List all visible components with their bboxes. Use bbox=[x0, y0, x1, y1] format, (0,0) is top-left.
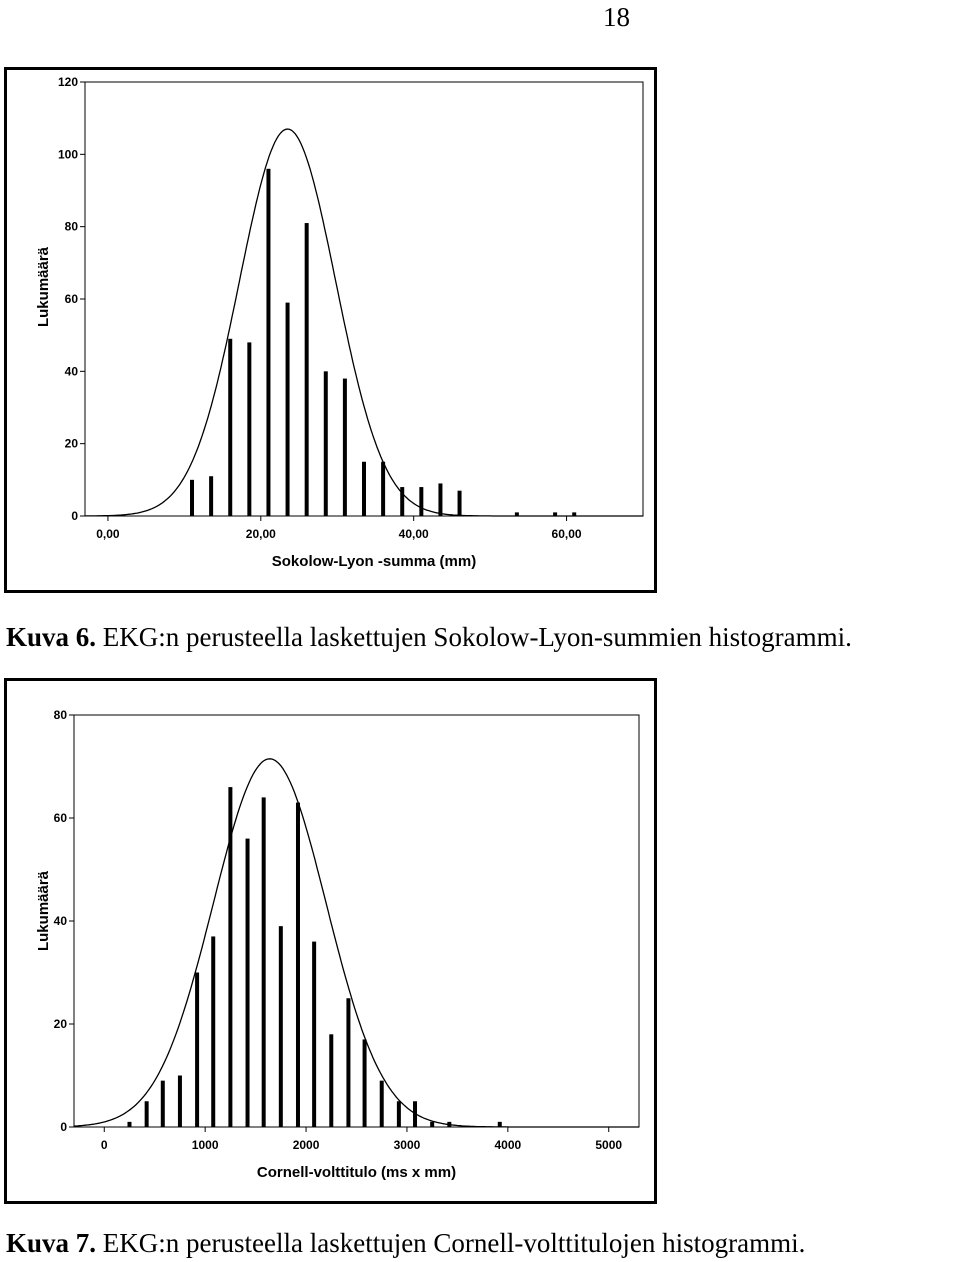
histogram-bar bbox=[279, 926, 283, 1127]
figure-caption-sokolow-lyon bbox=[6, 622, 852, 653]
figure-frame-cornell bbox=[4, 678, 657, 1204]
histogram-bar bbox=[178, 1076, 182, 1128]
histogram-bar bbox=[438, 483, 442, 516]
histogram-bar bbox=[430, 1122, 434, 1127]
y-axis-title: Lukumäärä bbox=[35, 870, 52, 952]
histogram-bar bbox=[381, 462, 385, 516]
histogram-bar bbox=[346, 998, 350, 1127]
y-tick-label: 20 bbox=[64, 436, 78, 451]
figure-caption-cornell bbox=[6, 1228, 805, 1259]
plot-area bbox=[85, 82, 643, 516]
caption-text: EKG:n perusteella laskettujen Cornell-volttitulojen histogrammi. bbox=[96, 1228, 806, 1258]
x-tick-label: 0,00 bbox=[96, 527, 120, 541]
y-tick-label: 60 bbox=[53, 811, 67, 825]
histogram-bar bbox=[380, 1081, 384, 1127]
y-tick-label: 20 bbox=[53, 1017, 67, 1031]
histogram-bar bbox=[362, 462, 366, 516]
histogram-bar bbox=[262, 797, 266, 1127]
histogram-cornell bbox=[7, 681, 654, 1201]
histogram-bar bbox=[246, 839, 250, 1127]
histogram-bar bbox=[363, 1039, 367, 1127]
caption-label: Kuva 7. bbox=[6, 1228, 97, 1258]
caption-text: EKG:n perusteella laskettujen Sokolow-Lyon-summien histogrammi. bbox=[96, 622, 852, 652]
y-axis-title: Lukumäärä bbox=[35, 246, 52, 328]
histogram-bar bbox=[161, 1081, 165, 1127]
x-tick-label: 40,00 bbox=[398, 527, 429, 541]
histogram-bar bbox=[127, 1122, 131, 1127]
histogram-bar bbox=[266, 169, 270, 516]
x-tick-label: 4000 bbox=[494, 1138, 522, 1152]
y-tick-label: 80 bbox=[53, 708, 67, 722]
histogram-bar bbox=[195, 973, 199, 1128]
caption-label: Kuva 6. bbox=[6, 622, 97, 652]
histogram-bar bbox=[329, 1034, 333, 1127]
y-tick-label: 80 bbox=[64, 219, 78, 234]
histogram-bar bbox=[247, 342, 251, 516]
plot-area bbox=[74, 715, 639, 1127]
x-axis-title: Cornell-volttitulo (ms x mm) bbox=[256, 1164, 457, 1181]
y-tick-label: 100 bbox=[57, 147, 78, 162]
x-axis-title: Sokolow-Lyon -summa (mm) bbox=[271, 553, 477, 570]
histogram-bar bbox=[190, 480, 194, 516]
histogram-bar bbox=[296, 803, 300, 1127]
y-tick-label: 120 bbox=[57, 75, 78, 89]
histogram-bar bbox=[228, 339, 232, 516]
x-tick-label: 60,00 bbox=[551, 527, 582, 541]
histogram-bar bbox=[343, 379, 347, 516]
y-tick-label: 40 bbox=[53, 914, 67, 928]
histogram-bar bbox=[286, 303, 290, 516]
page-number: 18 bbox=[603, 2, 630, 32]
histogram-bar bbox=[209, 476, 213, 516]
histogram-bar bbox=[312, 942, 316, 1127]
x-tick-label: 3000 bbox=[393, 1138, 421, 1152]
x-tick-label: 0 bbox=[100, 1138, 108, 1152]
histogram-bar bbox=[458, 491, 462, 516]
x-tick-label: 2000 bbox=[292, 1138, 320, 1152]
histogram-bar bbox=[305, 223, 309, 516]
histogram-bar bbox=[419, 487, 423, 516]
x-tick-label: 20,00 bbox=[245, 527, 276, 541]
figure-frame-sokolow-lyon bbox=[4, 67, 657, 593]
histogram-bar bbox=[397, 1101, 401, 1127]
histogram-bar bbox=[498, 1122, 502, 1127]
histogram-bar bbox=[211, 936, 215, 1127]
y-tick-label: 40 bbox=[64, 364, 78, 379]
x-tick-label: 5000 bbox=[595, 1138, 623, 1152]
x-tick-label: 1000 bbox=[191, 1138, 219, 1152]
histogram-sokolow-lyon bbox=[7, 70, 654, 590]
y-tick-label: 0 bbox=[71, 509, 78, 523]
y-tick-label: 60 bbox=[64, 292, 78, 306]
y-tick-label: 0 bbox=[60, 1120, 67, 1134]
histogram-bar bbox=[145, 1101, 149, 1127]
histogram-bar bbox=[324, 371, 328, 516]
